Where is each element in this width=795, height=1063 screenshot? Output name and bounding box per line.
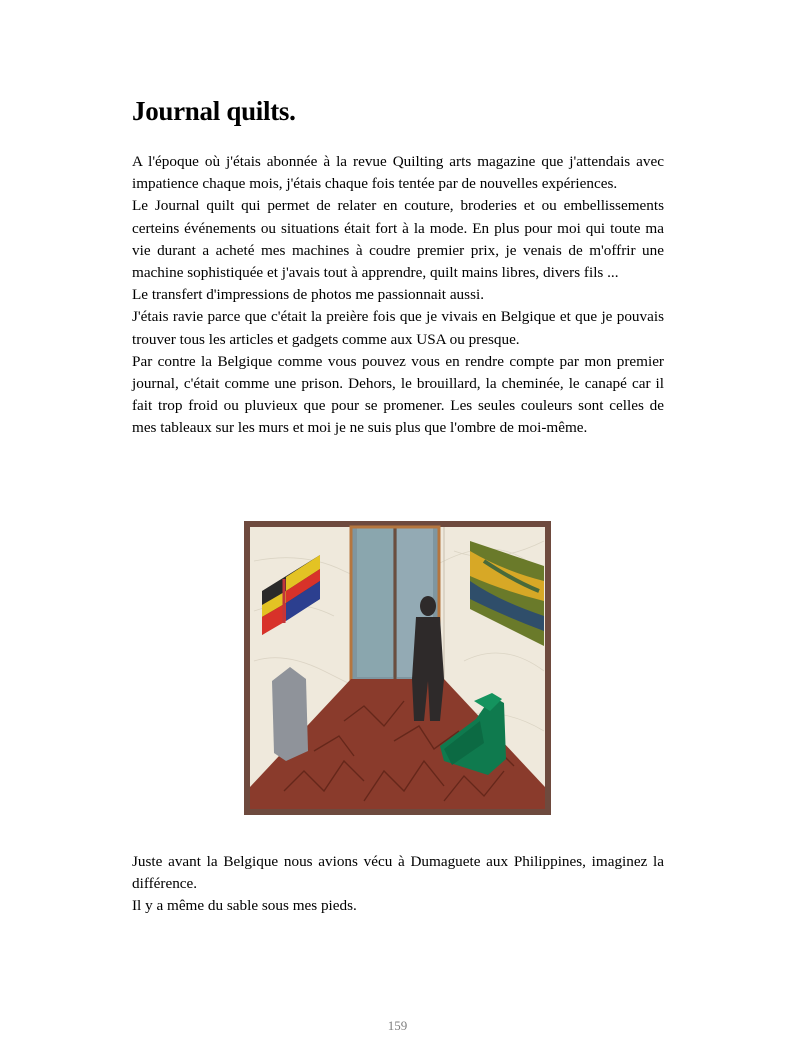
shadow-shape bbox=[272, 667, 308, 761]
body-text-bottom bbox=[132, 851, 664, 918]
paragraph: Par contre la Belgique comme vous pouvez vous en rendre compte par mon premier journal, c'était comme une prison. Dehors, le brouillard, la cheminée, le canapé car il fait trop froid ou pluvieux que pour se promener. Les seules couleurs sont celles de mes tableaux sur les murs et moi je ne suis plus que l'ombre de moi-même. bbox=[132, 352, 664, 437]
paragraph: Le transfert d'impressions de photos me passionnait aussi. bbox=[132, 286, 484, 304]
quilt-photo bbox=[244, 521, 551, 815]
paragraph: J'étais ravie parce que c'était la preière fois que je vivais en Belgique et que je pouvais trouver tous les articles et gadgets comme aux USA ou presque. bbox=[132, 308, 664, 348]
paragraph: Le Journal quilt qui permet de relater en couture, broderies et ou embellissements certeins événements ou situations était fort à la mode. En plus pour moi qui toute ma vie durant a acheté mes machines à coudre premier prix, je venais de m'offrir une machine sophistiquée et j'avais tout à apprendre, quilt mains libres, divers fils ... bbox=[132, 197, 664, 282]
body-text-top bbox=[132, 151, 664, 440]
page-number: 159 bbox=[387, 1018, 408, 1033]
paragraph: Juste avant la Belgique nous avions vécu à Dumaguete aux Philippines, imaginez la différence. bbox=[132, 853, 664, 893]
paragraph: A l'époque où j'étais abonnée à la revue Quilting arts magazine que j'attendais avec impatience chaque mois, j'étais chaque fois tentée par de nouvelles expériences. bbox=[132, 153, 664, 193]
paragraph: Il y a même du sable sous mes pieds. bbox=[132, 897, 357, 915]
page-title: Journal quilts. bbox=[132, 96, 296, 126]
